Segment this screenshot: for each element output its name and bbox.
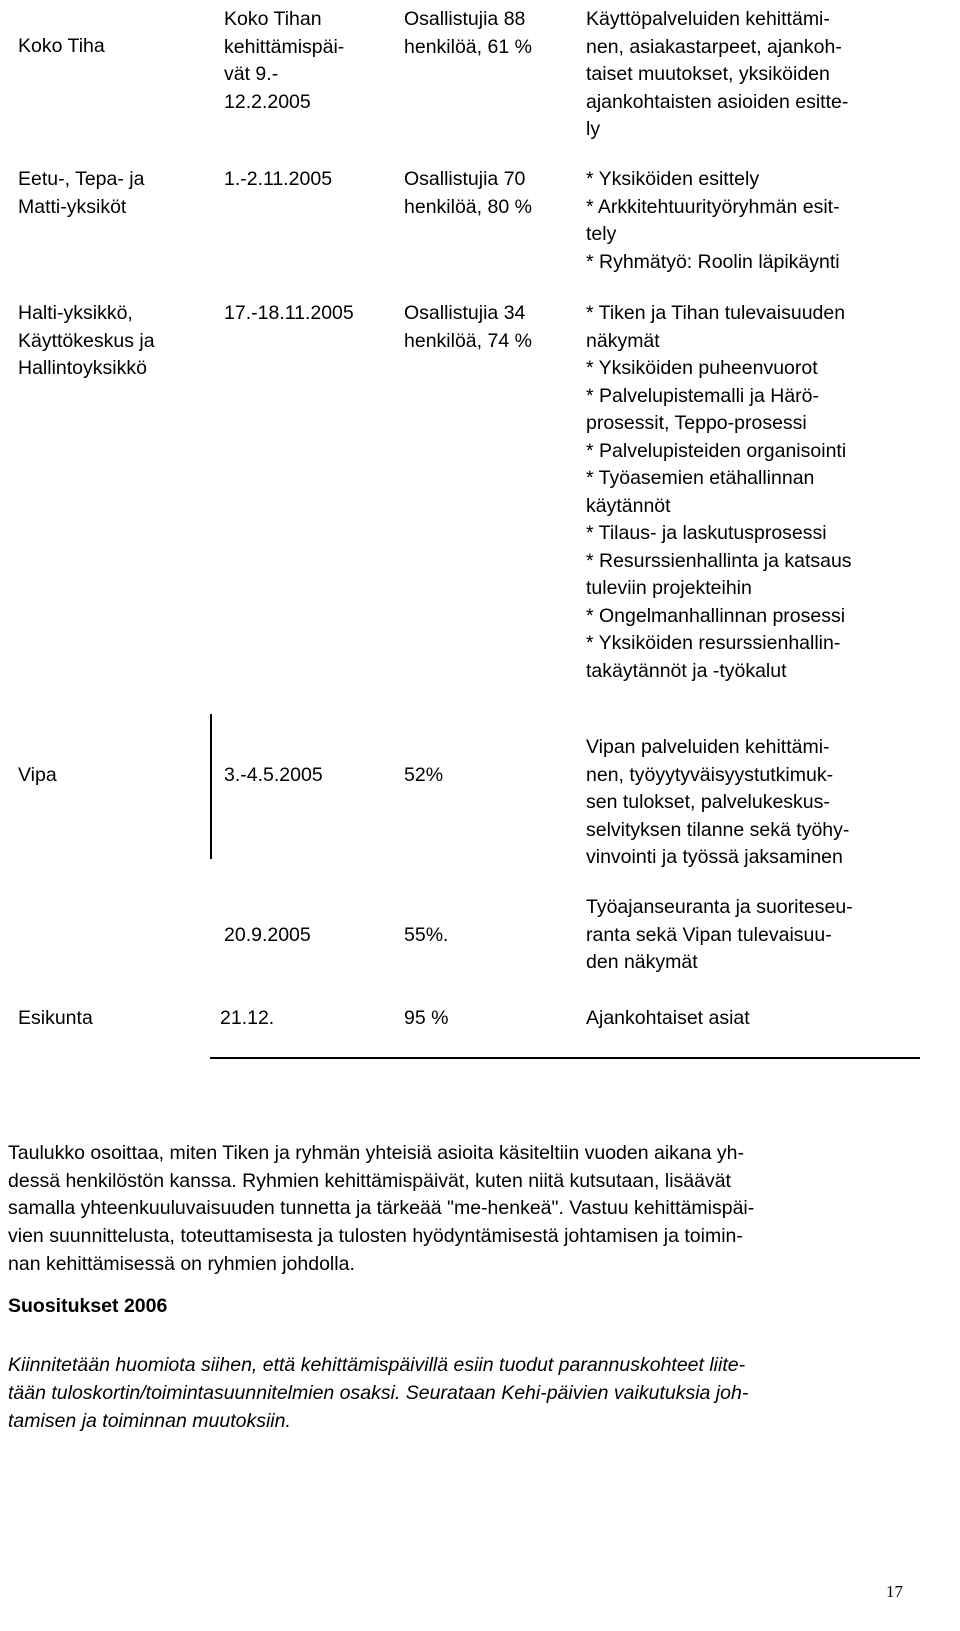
- cell-line: * Ongelmanhallinnan prosessi: [586, 604, 846, 627]
- cell-line: Eetu-, Tepa- ja: [18, 168, 145, 190]
- row4-unit: [18, 762, 57, 790]
- cell-line: Käyttöpalveluiden kehittämi-: [586, 8, 830, 30]
- cell-line: Ajankohtaiset asiat: [586, 1007, 750, 1029]
- row2-participation: [404, 166, 532, 221]
- cell-line: * Yksiköiden esittely: [586, 168, 760, 190]
- row5-participation: [404, 922, 448, 950]
- cell-line: 52%: [404, 764, 444, 786]
- row4-topics: [586, 734, 849, 872]
- table-bottom-rule: [210, 1057, 920, 1059]
- cell-line: 95 %: [404, 1007, 449, 1029]
- row5-date: [224, 922, 311, 950]
- cell-line: Koko Tiha: [18, 35, 105, 57]
- cell-line: * Resurssienhallinta ja katsaus: [586, 549, 852, 572]
- recommendations-paragraph: [8, 1351, 953, 1435]
- row6-participation: [404, 1005, 448, 1033]
- paragraph-line: Kiinnitetään huomiota siihen, että kehittämispäivillä esiin tuodut parannuskohteet liite-: [8, 1354, 746, 1376]
- cell-line: prosessit, Teppo-prosessi: [586, 412, 807, 434]
- cell-line: kehittämispäi-: [224, 35, 345, 58]
- cell-line: 17.-18.11.2005: [224, 302, 354, 324]
- paragraph-line: dessä henkilöstön kanssa. Ryhmien kehittämispäivät, kuten niitä kutsutaan, lisäävät: [8, 1169, 731, 1192]
- cell-line: * Yksiköiden resurssienhallin-: [586, 632, 841, 654]
- row6-topics: [586, 1005, 750, 1033]
- cell-line: 21.12.: [220, 1007, 275, 1029]
- paragraph-line: nan kehittämisessä on ryhmien johdolla.: [8, 1252, 355, 1275]
- row1-unit: [18, 33, 105, 61]
- body-paragraph: [8, 1140, 953, 1279]
- cell-line: * Palvelupistemalli ja Härö-: [586, 384, 820, 407]
- cell-line: vinvointi ja työssä jaksaminen: [586, 846, 843, 868]
- cell-line: * Yksiköiden puheenvuorot: [586, 357, 818, 379]
- cell-line: nen, työyytyväisyystutkimuk-: [586, 763, 834, 786]
- row1-topics: [586, 6, 848, 144]
- cell-line: Halti-yksikkö,: [18, 302, 133, 324]
- row1-participation: [404, 6, 532, 61]
- cell-line: selvityksen tilanne sekä työhy-: [586, 818, 850, 841]
- cell-line: ranta sekä Vipan tulevaisuu-: [586, 923, 832, 946]
- paragraph-line: tamisen ja toiminnan muutoksiin.: [8, 1410, 291, 1432]
- paragraph-line: Taulukko osoittaa, miten Tiken ja ryhmän yhteisiä asioita käsiteltiin vuoden aikana yh-: [8, 1142, 744, 1164]
- cell-line: * Tiken ja Tihan tulevaisuuden: [586, 302, 846, 324]
- cell-line: henkilöä, 74 %: [404, 329, 532, 352]
- cell-line: Osallistujia 70: [404, 168, 526, 190]
- row6-date: [220, 1005, 274, 1033]
- cell-line: Käyttökeskus ja: [18, 329, 155, 352]
- cell-line: Työajanseuranta ja suoriteseu-: [586, 896, 853, 918]
- cell-line: Vipa: [18, 764, 57, 786]
- row1-date: [224, 6, 344, 116]
- cell-line: tuleviin projekteihin: [586, 577, 752, 599]
- row5-topics: [586, 894, 853, 977]
- paragraph-line: samalla yhteenkuuluvaisuuden tunnetta ja tärkeää "me-henkeä". Vastuu kehittämispäi-: [8, 1197, 755, 1220]
- cell-line: näkymät: [586, 329, 660, 352]
- row3-date: [224, 300, 354, 328]
- row2-topics: [586, 166, 840, 276]
- cell-line: ajankohtaisten asioiden esitte-: [586, 90, 849, 113]
- cell-line: ly: [586, 118, 601, 140]
- row2-unit: [18, 166, 144, 221]
- cell-line: henkilöä, 80 %: [404, 195, 532, 218]
- cell-line: Esikunta: [18, 1007, 93, 1029]
- cell-line: * Työasemien etähallinnan: [586, 467, 815, 489]
- row2-date: [224, 166, 332, 194]
- cell-line: Osallistujia 34: [404, 302, 526, 324]
- recommendations-heading: Suositukset 2006: [8, 1295, 168, 1317]
- paragraph-line: vien suunnittelusta, toteuttamisesta ja tulosten hyödyntämisestä johtamisen ja toimin-: [8, 1225, 743, 1248]
- table-divider-vertical: [210, 714, 212, 859]
- cell-line: Osallistujia 88: [404, 8, 526, 30]
- cell-line: Vipan palveluiden kehittämi-: [586, 736, 830, 758]
- paragraph-line: tään tuloskortin/toimintasuunnitelmien osaksi. Seurataan Kehi-päivien vaikutuksia joh-: [8, 1382, 749, 1404]
- cell-line: 12.2.2005: [224, 90, 311, 113]
- cell-line: den näkymät: [586, 951, 698, 973]
- row3-participation: [404, 300, 532, 355]
- cell-line: * Arkkitehtuurityöryhmän esit-: [586, 195, 840, 218]
- cell-line: taiset muutokset, yksiköiden: [586, 63, 830, 85]
- row3-topics: [586, 300, 852, 685]
- page-number: 17: [886, 1582, 903, 1601]
- row4-date: [224, 762, 323, 790]
- cell-line: nen, asiakastarpeet, ajankoh-: [586, 35, 842, 58]
- cell-line: Hallintoyksikkö: [18, 357, 147, 379]
- cell-line: * Ryhmätyö: Roolin läpikäynti: [586, 250, 840, 273]
- cell-line: 20.9.2005: [224, 924, 311, 946]
- cell-line: vät 9.-: [224, 63, 279, 85]
- row3-unit: [18, 300, 155, 383]
- cell-line: Koko Tihan: [224, 8, 322, 30]
- cell-line: 1.-2.11.2005: [224, 168, 333, 190]
- cell-line: 3.-4.5.2005: [224, 764, 323, 786]
- cell-line: * Palvelupisteiden organisointi: [586, 439, 847, 462]
- cell-line: henkilöä, 61 %: [404, 35, 532, 58]
- cell-line: 55%.: [404, 924, 449, 946]
- row6-unit: [18, 1005, 93, 1033]
- cell-line: takäytännöt ja -työkalut: [586, 659, 787, 682]
- cell-line: sen tulokset, palvelukeskus-: [586, 791, 830, 813]
- cell-line: käytännöt: [586, 494, 671, 517]
- cell-line: tely: [586, 223, 617, 245]
- cell-line: * Tilaus- ja laskutusprosessi: [586, 522, 827, 544]
- row4-participation: [404, 762, 443, 790]
- cell-line: Matti-yksiköt: [18, 195, 127, 218]
